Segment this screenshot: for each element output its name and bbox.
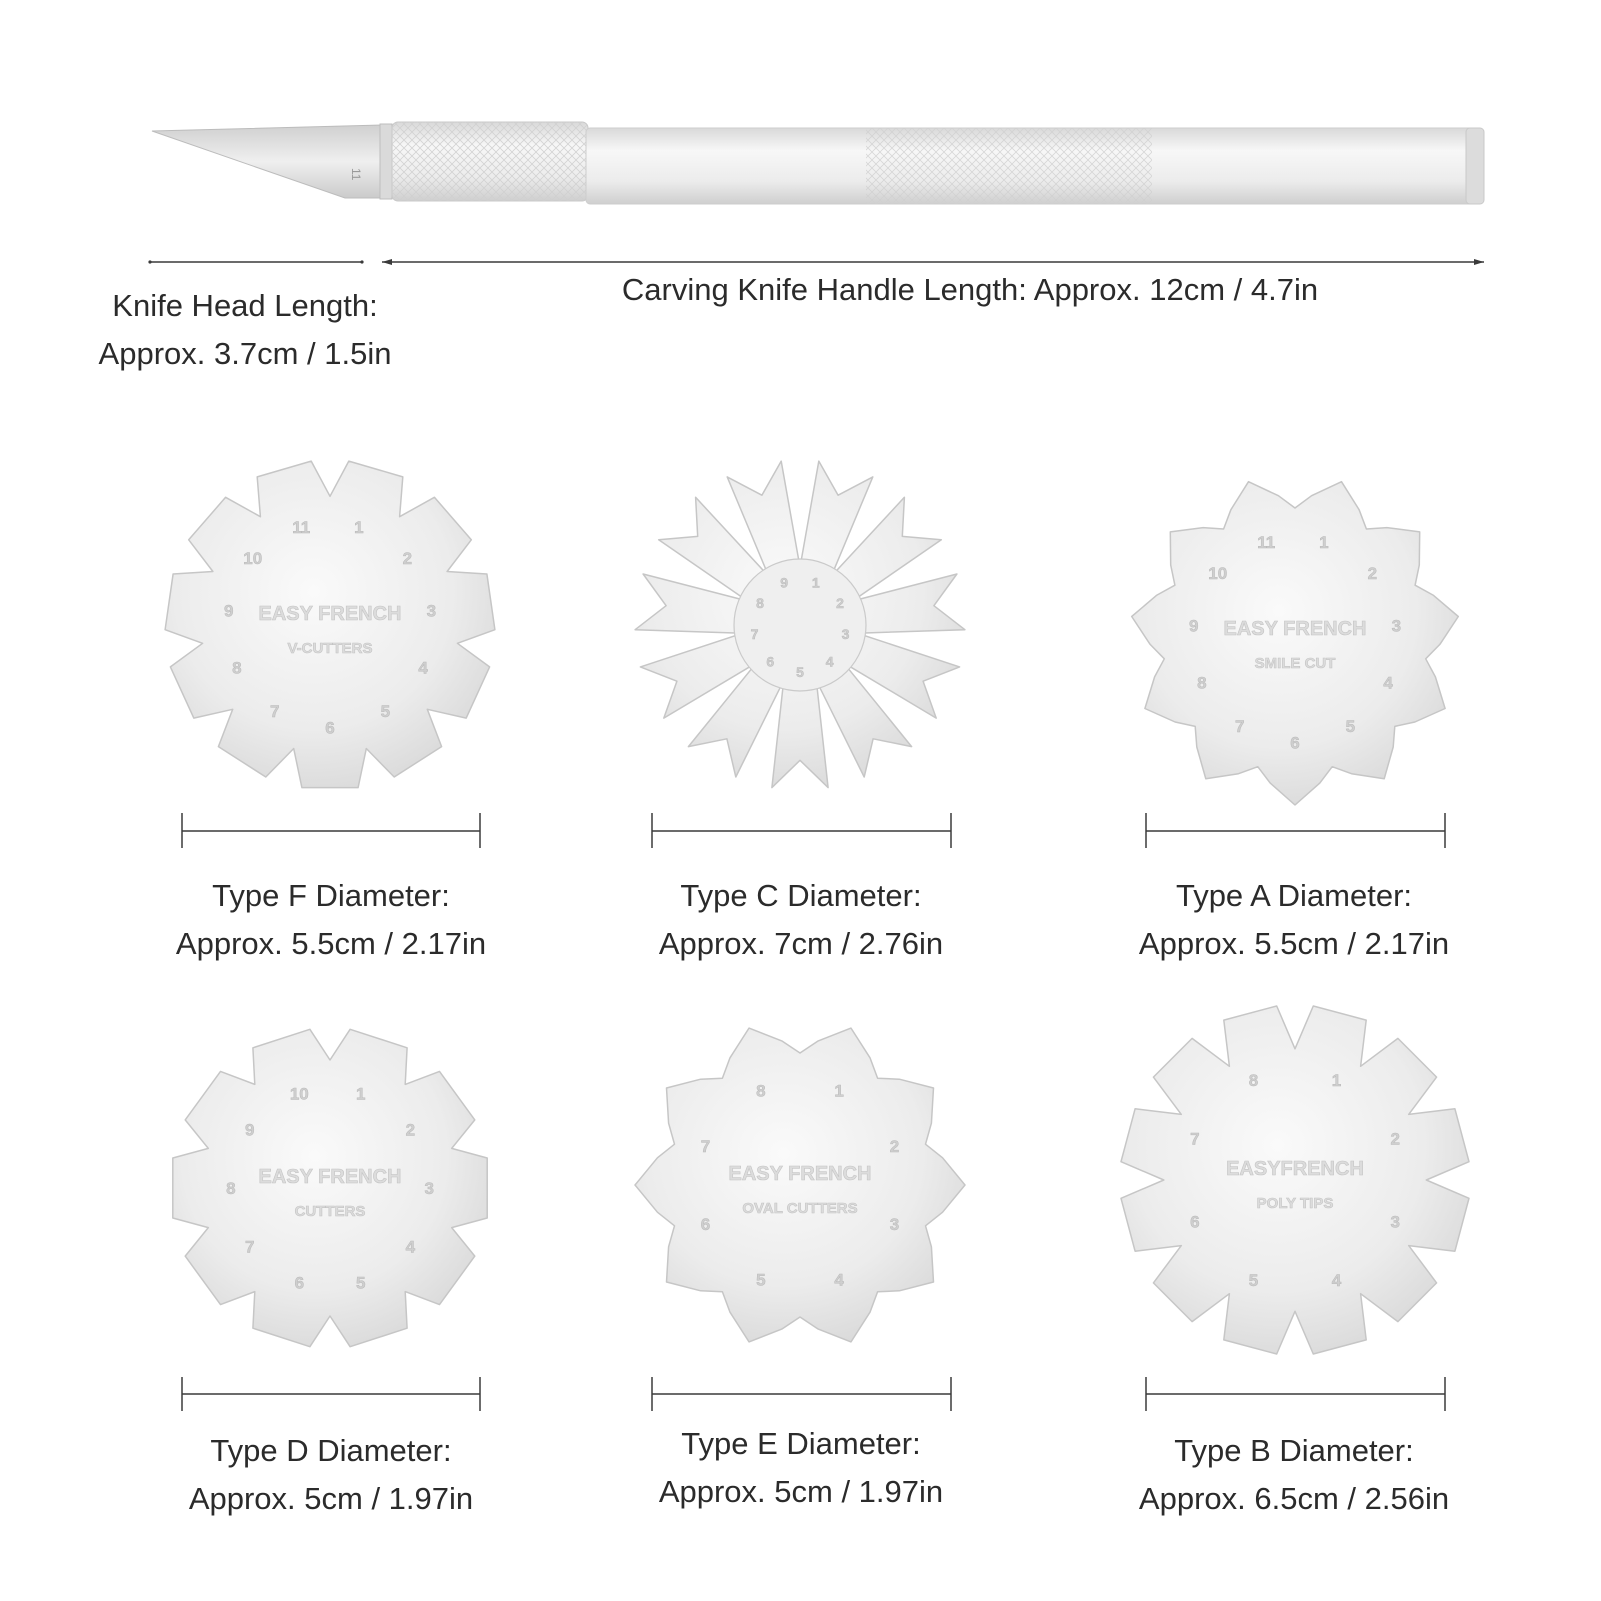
cutter-stamp-title: EASY FRENCH [1223,618,1367,640]
cutter-size-number: 2 [402,549,413,568]
cutter-size-number: 7 [1234,717,1245,737]
cutter-size-number: 8 [226,1179,236,1198]
type-c-title: Type C Diameter: [680,878,922,913]
cutter-size-number: 5 [756,1270,766,1290]
cutter-size-number: 7 [1190,1129,1200,1149]
cutter-type-b [1121,1006,1469,1354]
cutter-size-number: 1 [1319,532,1329,552]
type-a-label [1094,878,1494,962]
cutter-plate [1132,482,1459,805]
cutter-size-number: 4 [418,658,428,678]
cutter-size-number: 7 [750,626,759,642]
type-c-label [601,878,1001,962]
type-a-size: Approx. 5.5cm / 2.17in [1138,926,1450,961]
cutter-plate [173,1029,487,1346]
cutter-size-number: 6 [766,653,775,670]
cutter-stamp-subtitle: SMILE CUT [1254,655,1336,672]
type-f-size: Approx. 5.5cm / 2.17in [175,926,487,961]
type-c-size: Approx. 7cm / 2.76in [658,926,944,961]
cutter-size-number: 5 [380,702,391,722]
cutter-size-number: 3 [889,1215,900,1235]
type-b-title: Type B Diameter: [1174,1433,1414,1468]
cutter-plate [1121,1006,1469,1354]
cutter-size-number: 6 [1290,733,1300,753]
cutter-size-number: 2 [1390,1129,1400,1149]
cutter-size-number: 6 [325,718,335,738]
cutter-size-number: 4 [1331,1271,1342,1291]
cutter-size-number: 3 [426,601,437,621]
cutter-size-number: 1 [354,517,364,537]
type-d-title: Type D Diameter: [210,1433,452,1468]
cutter-size-number: 8 [1248,1070,1259,1090]
knife-head-label-line2: Approx. 3.7cm / 1.5in [98,336,392,371]
knife-head-label-line1: Knife Head Length: [112,288,378,323]
cutter-size-number: 10 [243,549,263,568]
cutter-size-number: 9 [244,1120,255,1140]
type-d-size: Approx. 5cm / 1.97in [188,1481,474,1516]
cutter-size-number: 5 [355,1273,366,1293]
cutter-size-number: 4 [834,1270,844,1290]
cutter-size-number: 3 [424,1179,434,1198]
cutter-size-number: 8 [232,658,242,678]
cutter-type-e [635,1028,965,1342]
cutter-size-number: 10 [289,1084,309,1104]
type-f-title: Type F Diameter: [212,878,450,913]
cutter-size-number: 3 [841,626,850,642]
cutter-type-a [1132,482,1459,805]
cutter-type-d [173,1029,487,1346]
cutter-size-number: 6 [1190,1212,1200,1232]
cutter-size-number: 1 [834,1081,844,1101]
cutter-size-number: 5 [1248,1271,1259,1291]
type-b-label [1094,1433,1494,1517]
cutter-size-number: 7 [700,1136,711,1156]
cutter-size-number: 8 [756,1081,766,1101]
cutter-size-number: 3 [1391,616,1402,636]
cutter-size-number: 6 [294,1273,305,1293]
cutter-type-c [635,461,965,787]
cutter-size-number: 7 [269,702,280,722]
cutter-stamp-subtitle: OVAL CUTTERS [742,1200,858,1217]
cutter-size-number: 10 [1208,564,1228,583]
cutter-size-number: 1 [355,1084,366,1104]
cutter-size-number: 5 [1345,717,1356,737]
type-a-title: Type A Diameter: [1175,878,1413,913]
cutter-stamp-title: EASY FRENCH [258,603,402,625]
cutter-size-number: 8 [756,594,764,611]
cutter-size-number: 1 [1331,1070,1342,1090]
cutter-stamp-title: EASY FRENCH [728,1163,872,1185]
cutter-size-number: 2 [1367,564,1378,583]
cutter-type-f [165,461,495,787]
cutter-size-number: 11 [1257,532,1276,552]
knife-handle-label: Carving Knife Handle Length: Approx. 12cm / 4.7in [621,272,1319,307]
cutter-size-number: 7 [244,1237,255,1257]
cutter-stamp-title: EASYFRENCH [1226,1158,1364,1180]
cutter-size-number: 4 [825,653,834,670]
cutter-size-number: 6 [700,1215,711,1235]
cutter-stamp-subtitle: V-CUTTERS [287,640,373,657]
cutter-size-number: 2 [889,1136,900,1156]
cutter-plate [635,1028,965,1342]
type-e-title: Type E Diameter: [681,1426,921,1461]
cutter-size-number: 3 [1390,1212,1400,1232]
cutter-size-number: 4 [1383,673,1393,693]
type-d-label [131,1433,531,1517]
type-e-label [601,1426,1001,1510]
type-b-size: Approx. 6.5cm / 2.56in [1138,1481,1450,1516]
cutter-size-number: 2 [836,594,844,611]
type-e-size: Approx. 5cm / 1.97in [658,1474,944,1509]
cutter-size-number: 9 [223,601,234,621]
cutter-size-number: 4 [405,1237,416,1257]
cutter-size-number: 8 [1197,673,1207,693]
cutter-size-number: 11 [292,517,311,537]
cutter-size-number: 9 [780,574,789,591]
cutter-size-number: 2 [405,1120,416,1140]
cutter-stamp-subtitle: CUTTERS [294,1203,366,1220]
type-f-label [131,878,531,962]
cutter-size-number: 9 [1188,616,1199,636]
cutter-stamp-title: EASY FRENCH [258,1166,402,1188]
cutter-stamp-subtitle: POLY TIPS [1256,1195,1334,1212]
cutter-size-number: 1 [811,574,820,591]
blade-mark: 11 [349,168,363,181]
cutter-size-number: 5 [796,664,804,681]
